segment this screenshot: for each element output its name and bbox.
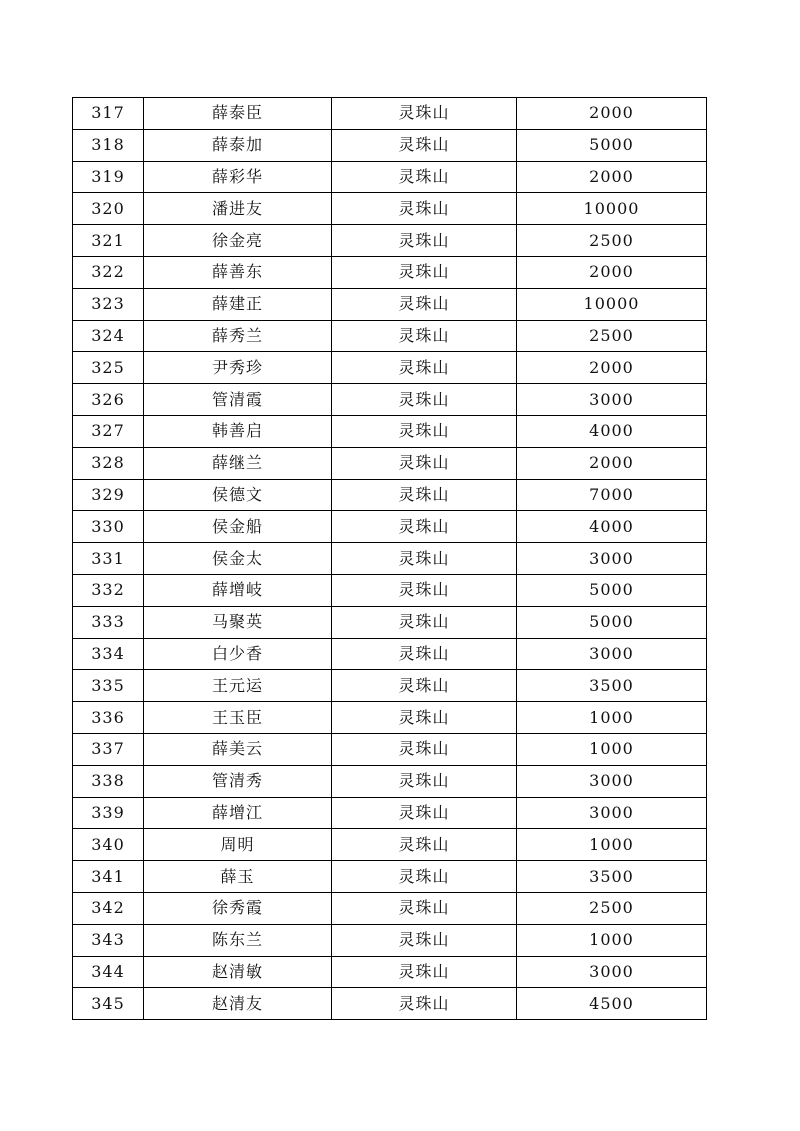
table-row bbox=[73, 98, 707, 130]
location-cell: 灵珠山 bbox=[332, 161, 517, 193]
row-number-cell: 323 bbox=[73, 288, 144, 320]
amount-cell: 2000 bbox=[517, 98, 707, 130]
table-row bbox=[73, 415, 707, 447]
table-row bbox=[73, 733, 707, 765]
location-cell: 灵珠山 bbox=[332, 924, 517, 956]
amount-cell: 1000 bbox=[517, 733, 707, 765]
location-cell: 灵珠山 bbox=[332, 256, 517, 288]
location-cell: 灵珠山 bbox=[332, 543, 517, 575]
amount-cell: 7000 bbox=[517, 479, 707, 511]
location-cell: 灵珠山 bbox=[332, 670, 517, 702]
name-cell: 尹秀珍 bbox=[144, 352, 332, 384]
table-row bbox=[73, 797, 707, 829]
row-number-cell: 338 bbox=[73, 765, 144, 797]
name-cell: 薛秀兰 bbox=[144, 320, 332, 352]
name-cell: 薛增江 bbox=[144, 797, 332, 829]
row-number-cell: 324 bbox=[73, 320, 144, 352]
row-number-cell: 322 bbox=[73, 256, 144, 288]
name-cell: 白少香 bbox=[144, 638, 332, 670]
table-row bbox=[73, 511, 707, 543]
amount-cell: 2000 bbox=[517, 447, 707, 479]
amount-cell: 5000 bbox=[517, 574, 707, 606]
location-cell: 灵珠山 bbox=[332, 988, 517, 1020]
amount-cell: 10000 bbox=[517, 288, 707, 320]
row-number-cell: 334 bbox=[73, 638, 144, 670]
row-number-cell: 328 bbox=[73, 447, 144, 479]
location-cell: 灵珠山 bbox=[332, 479, 517, 511]
amount-cell: 3000 bbox=[517, 638, 707, 670]
name-cell: 薛玉 bbox=[144, 861, 332, 893]
table-row bbox=[73, 447, 707, 479]
row-number-cell: 339 bbox=[73, 797, 144, 829]
table-row bbox=[73, 479, 707, 511]
table-row bbox=[73, 129, 707, 161]
name-cell: 周明 bbox=[144, 829, 332, 861]
location-cell: 灵珠山 bbox=[332, 415, 517, 447]
name-cell: 薛建正 bbox=[144, 288, 332, 320]
name-cell: 王玉臣 bbox=[144, 702, 332, 734]
table-row bbox=[73, 924, 707, 956]
amount-cell: 1000 bbox=[517, 924, 707, 956]
name-cell: 薛善东 bbox=[144, 256, 332, 288]
name-cell: 薛继兰 bbox=[144, 447, 332, 479]
location-cell: 灵珠山 bbox=[332, 447, 517, 479]
name-cell: 马聚英 bbox=[144, 606, 332, 638]
amount-cell: 4500 bbox=[517, 988, 707, 1020]
name-cell: 韩善启 bbox=[144, 415, 332, 447]
location-cell: 灵珠山 bbox=[332, 98, 517, 130]
amount-cell: 2000 bbox=[517, 161, 707, 193]
row-number-cell: 335 bbox=[73, 670, 144, 702]
row-number-cell: 336 bbox=[73, 702, 144, 734]
name-cell: 侯金船 bbox=[144, 511, 332, 543]
row-number-cell: 321 bbox=[73, 225, 144, 257]
location-cell: 灵珠山 bbox=[332, 193, 517, 225]
row-number-cell: 343 bbox=[73, 924, 144, 956]
table-row bbox=[73, 892, 707, 924]
location-cell: 灵珠山 bbox=[332, 638, 517, 670]
location-cell: 灵珠山 bbox=[332, 797, 517, 829]
amount-cell: 4000 bbox=[517, 511, 707, 543]
row-number-cell: 344 bbox=[73, 956, 144, 988]
name-cell: 薛增岐 bbox=[144, 574, 332, 606]
amount-cell: 1000 bbox=[517, 829, 707, 861]
location-cell: 灵珠山 bbox=[332, 384, 517, 416]
location-cell: 灵珠山 bbox=[332, 574, 517, 606]
name-cell: 薛彩华 bbox=[144, 161, 332, 193]
row-number-cell: 319 bbox=[73, 161, 144, 193]
amount-cell: 2500 bbox=[517, 892, 707, 924]
row-number-cell: 331 bbox=[73, 543, 144, 575]
name-cell: 侯德文 bbox=[144, 479, 332, 511]
row-number-cell: 329 bbox=[73, 479, 144, 511]
location-cell: 灵珠山 bbox=[332, 829, 517, 861]
amount-cell: 10000 bbox=[517, 193, 707, 225]
location-cell: 灵珠山 bbox=[332, 861, 517, 893]
amount-cell: 5000 bbox=[517, 606, 707, 638]
name-cell: 王元运 bbox=[144, 670, 332, 702]
amount-cell: 2500 bbox=[517, 225, 707, 257]
location-cell: 灵珠山 bbox=[332, 288, 517, 320]
amount-cell: 4000 bbox=[517, 415, 707, 447]
location-cell: 灵珠山 bbox=[332, 892, 517, 924]
table-row bbox=[73, 352, 707, 384]
table-row bbox=[73, 670, 707, 702]
row-number-cell: 330 bbox=[73, 511, 144, 543]
row-number-cell: 340 bbox=[73, 829, 144, 861]
table-row bbox=[73, 256, 707, 288]
donation-table bbox=[72, 97, 707, 1020]
table-row bbox=[73, 225, 707, 257]
amount-cell: 3000 bbox=[517, 384, 707, 416]
location-cell: 灵珠山 bbox=[332, 129, 517, 161]
name-cell: 侯金太 bbox=[144, 543, 332, 575]
amount-cell: 2000 bbox=[517, 256, 707, 288]
row-number-cell: 326 bbox=[73, 384, 144, 416]
row-number-cell: 333 bbox=[73, 606, 144, 638]
table-row bbox=[73, 288, 707, 320]
name-cell: 赵清友 bbox=[144, 988, 332, 1020]
table-row bbox=[73, 638, 707, 670]
name-cell: 陈东兰 bbox=[144, 924, 332, 956]
amount-cell: 3000 bbox=[517, 797, 707, 829]
table-row bbox=[73, 765, 707, 797]
location-cell: 灵珠山 bbox=[332, 606, 517, 638]
location-cell: 灵珠山 bbox=[332, 225, 517, 257]
table-body bbox=[73, 98, 707, 1020]
row-number-cell: 325 bbox=[73, 352, 144, 384]
table-row bbox=[73, 320, 707, 352]
location-cell: 灵珠山 bbox=[332, 956, 517, 988]
table-row bbox=[73, 702, 707, 734]
name-cell: 薛美云 bbox=[144, 733, 332, 765]
amount-cell: 3500 bbox=[517, 670, 707, 702]
name-cell: 薛泰加 bbox=[144, 129, 332, 161]
name-cell: 薛泰臣 bbox=[144, 98, 332, 130]
table-row bbox=[73, 384, 707, 416]
table-row bbox=[73, 574, 707, 606]
location-cell: 灵珠山 bbox=[332, 511, 517, 543]
location-cell: 灵珠山 bbox=[332, 702, 517, 734]
location-cell: 灵珠山 bbox=[332, 320, 517, 352]
table-row bbox=[73, 161, 707, 193]
amount-cell: 3500 bbox=[517, 861, 707, 893]
row-number-cell: 342 bbox=[73, 892, 144, 924]
name-cell: 赵清敏 bbox=[144, 956, 332, 988]
location-cell: 灵珠山 bbox=[332, 352, 517, 384]
amount-cell: 2000 bbox=[517, 352, 707, 384]
amount-cell: 3000 bbox=[517, 543, 707, 575]
name-cell: 潘进友 bbox=[144, 193, 332, 225]
name-cell: 徐金亮 bbox=[144, 225, 332, 257]
row-number-cell: 318 bbox=[73, 129, 144, 161]
table-row bbox=[73, 988, 707, 1020]
amount-cell: 3000 bbox=[517, 956, 707, 988]
row-number-cell: 337 bbox=[73, 733, 144, 765]
row-number-cell: 341 bbox=[73, 861, 144, 893]
row-number-cell: 320 bbox=[73, 193, 144, 225]
name-cell: 管清秀 bbox=[144, 765, 332, 797]
table-row bbox=[73, 606, 707, 638]
table-row bbox=[73, 543, 707, 575]
row-number-cell: 345 bbox=[73, 988, 144, 1020]
table-row bbox=[73, 829, 707, 861]
row-number-cell: 317 bbox=[73, 98, 144, 130]
table-row bbox=[73, 861, 707, 893]
amount-cell: 5000 bbox=[517, 129, 707, 161]
name-cell: 徐秀霞 bbox=[144, 892, 332, 924]
amount-cell: 2500 bbox=[517, 320, 707, 352]
location-cell: 灵珠山 bbox=[332, 733, 517, 765]
row-number-cell: 327 bbox=[73, 415, 144, 447]
amount-cell: 3000 bbox=[517, 765, 707, 797]
name-cell: 管清霞 bbox=[144, 384, 332, 416]
row-number-cell: 332 bbox=[73, 574, 144, 606]
table-row bbox=[73, 193, 707, 225]
location-cell: 灵珠山 bbox=[332, 765, 517, 797]
table-row bbox=[73, 956, 707, 988]
amount-cell: 1000 bbox=[517, 702, 707, 734]
